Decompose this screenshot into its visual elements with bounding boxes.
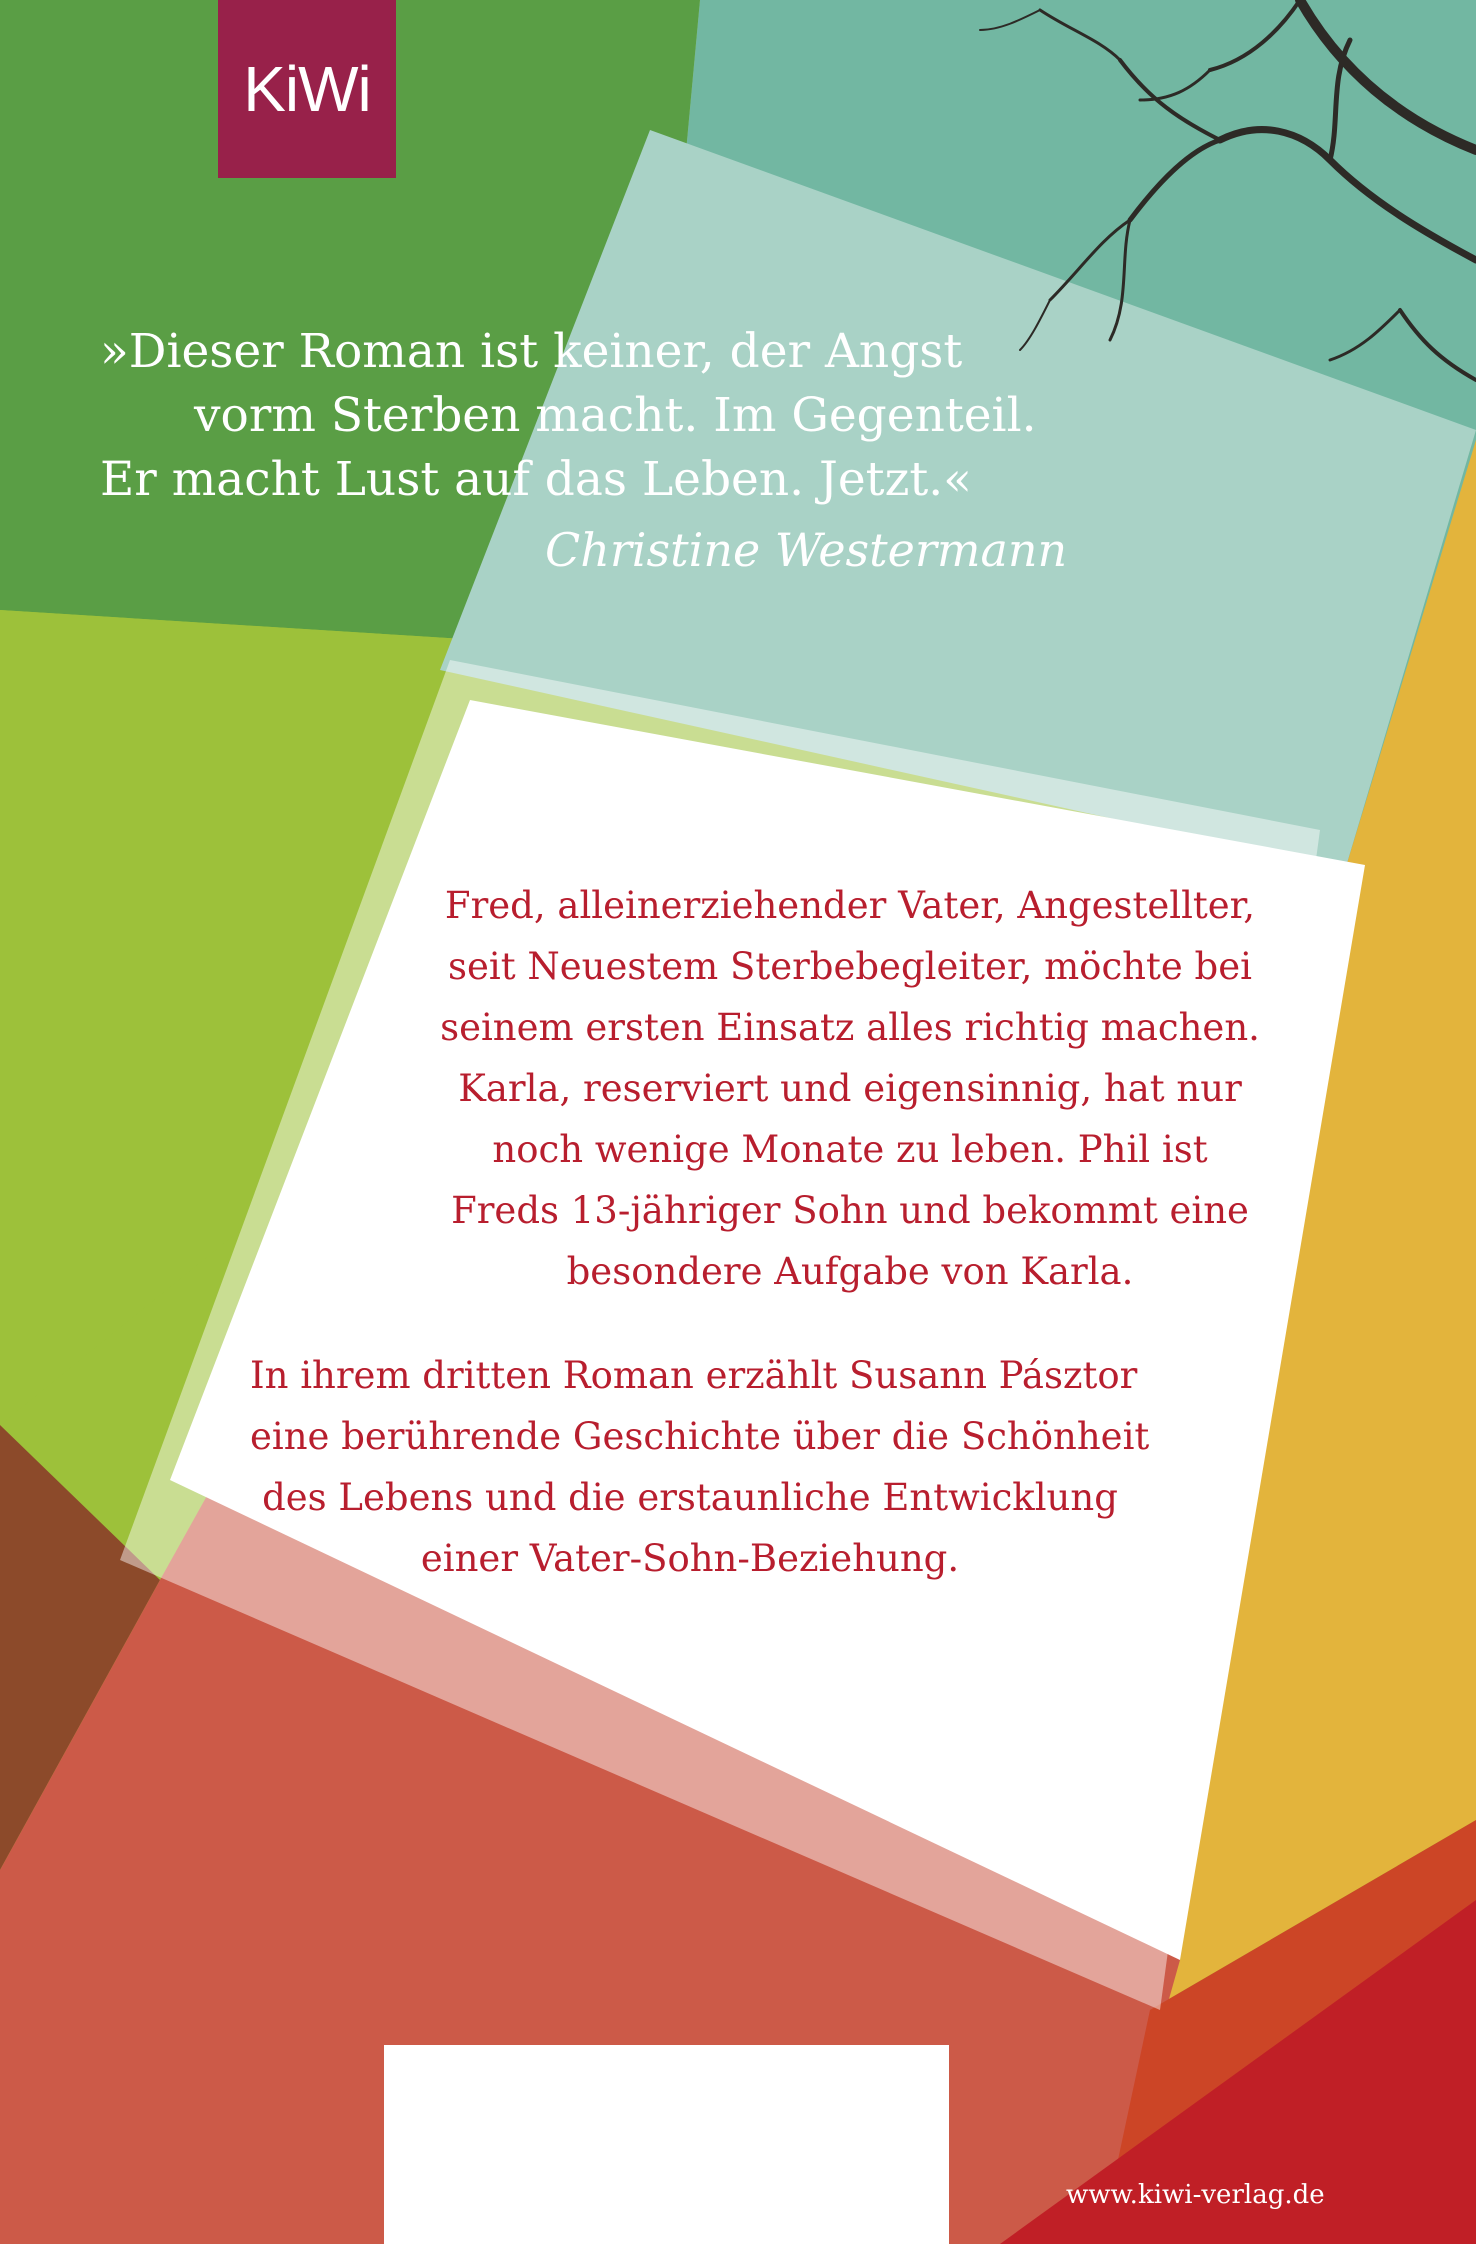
blurb-line: Karla, reserviert und eigensinnig, hat nur: [458, 1067, 1242, 1110]
blurb-line: seit Neuestem Sterbebegleiter, möchte bei: [448, 945, 1252, 988]
blurb-line: Fred, alleinerziehender Vater, Angestellter,: [444, 884, 1256, 927]
blurb-line: einer Vater-Sohn-Beziehung.: [420, 1537, 960, 1580]
publisher-logo: [218, 0, 396, 178]
publisher-website: www.kiwi-verlag.de: [1066, 2180, 1325, 2210]
quote-author: Christine Westermann: [545, 523, 1068, 577]
blurb-line: besondere Aufgabe von Karla.: [566, 1250, 1134, 1293]
barcode-area: [384, 2045, 949, 2244]
blurb-line: In ihrem dritten Roman erzählt Susann Pásztor: [250, 1354, 1138, 1397]
quote-line-2: vorm Sterben macht. Im Gegenteil.: [194, 388, 1037, 443]
quote-line-3: Er macht Lust auf das Leben. Jetzt.«: [100, 452, 972, 507]
blurb-paragraph-1: [420, 875, 1280, 1302]
quote-line-1: »Dieser Roman ist keiner, der Angst: [100, 324, 963, 379]
blurb-line: Freds 13-jähriger Sohn und bekommt eine: [451, 1189, 1249, 1232]
blurb-line: des Lebens und die erstaunliche Entwicklung: [262, 1476, 1118, 1519]
blurb-paragraph-2: [250, 1345, 1150, 1589]
blurb-line: noch wenige Monate zu leben. Phil ist: [492, 1128, 1208, 1171]
blurb-line: seinem ersten Einsatz alles richtig machen.: [440, 1006, 1260, 1049]
blurb-line: eine berührende Geschichte über die Schönheit: [250, 1415, 1150, 1458]
logo-text: KiWi: [243, 53, 371, 125]
